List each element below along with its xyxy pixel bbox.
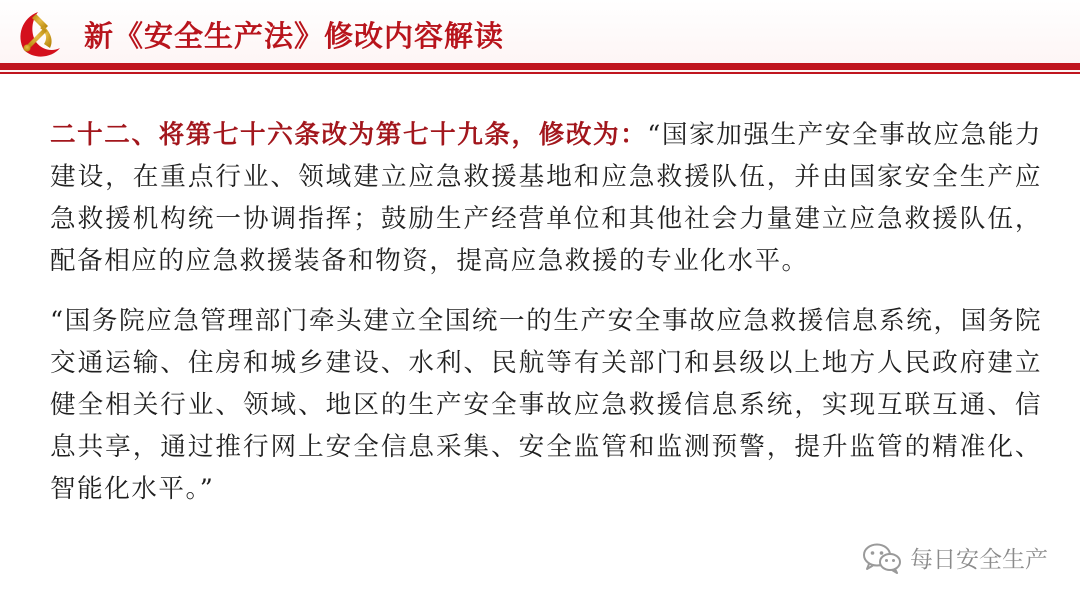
paragraph-1	[50, 114, 1042, 282]
paragraph-1-text: “国家加强生产安全事故应急能力建设，在重点行业、领域建立应急救援基地和应急救援队伍，并由国家安全生产应急救援机构统一协调指挥；鼓励生产经营单位和其他社会力量建立应急救援队伍，配备相应的应急救援装备和物资，提高应急救援的专业化水平。	[50, 120, 1042, 276]
header-divider	[0, 63, 1080, 70]
paragraph-2: “国务院应急管理部门牵头建立全国统一的生产安全事故应急救援信息系统，国务院交通运输、住房和城乡建设、水利、民航等有关部门和县级以上地方人民政府建立健全相关行业、领域、地区的生产安全事故应急救援信息系统，实现互联互通、信息共享，通过推行网上安全信息采集、安全监管和监测预警，提升监管的精准化、智能化水平。”	[50, 306, 1042, 504]
watermark	[862, 541, 1048, 574]
article-lead: 二十二、将第七十六条改为第七十九条，修改为：	[50, 120, 648, 150]
wechat-icon	[862, 542, 902, 574]
header-divider-thin	[0, 72, 1080, 74]
page-title: 新《安全生产法》修改内容解读	[84, 19, 505, 53]
slide-header	[0, 0, 1080, 72]
article-body	[50, 114, 1042, 510]
party-emblem-icon	[14, 6, 68, 60]
watermark-text: 每日安全生产	[910, 547, 1048, 573]
